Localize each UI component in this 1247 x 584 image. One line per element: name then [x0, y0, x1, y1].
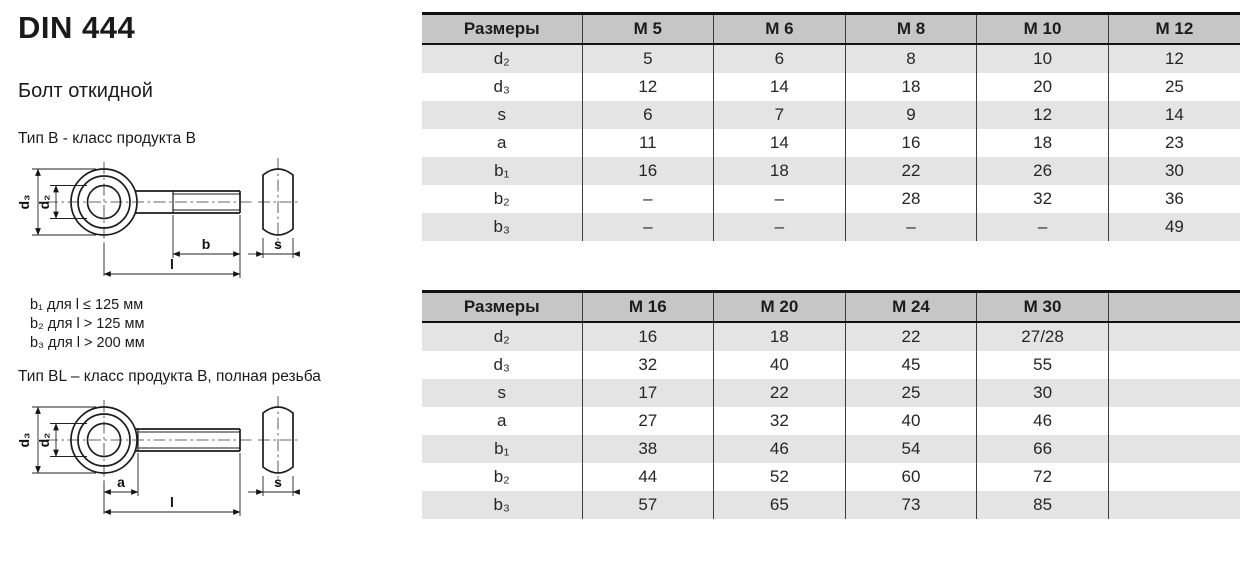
value-cell: 73	[845, 491, 977, 519]
row-label-cell: b₂	[493, 467, 510, 486]
table-row	[422, 129, 1240, 157]
header-cell-size	[1108, 292, 1240, 323]
table-header-row	[422, 292, 1240, 323]
value-cell: 25	[1108, 73, 1240, 101]
value-cell: 66	[977, 435, 1109, 463]
value-cell: 5	[582, 44, 714, 73]
row-label-cell: b₁	[494, 439, 510, 458]
dim-label-s: s	[274, 474, 282, 490]
row-label-cell: d₃	[493, 355, 510, 374]
thread-length-notes	[30, 296, 145, 353]
value-cell: 18	[714, 157, 846, 185]
row-label-cell: b₃	[493, 495, 510, 514]
value-cell: 65	[714, 491, 846, 519]
value-cell: 12	[1108, 44, 1240, 73]
value-cell: 16	[582, 322, 714, 351]
value-cell: 55	[977, 351, 1109, 379]
row-label-cell: d₃	[493, 77, 510, 96]
value-cell: –	[714, 185, 846, 213]
value-cell: –	[977, 213, 1109, 241]
value-cell: 12	[977, 101, 1109, 129]
value-cell: 12	[582, 73, 714, 101]
drawing-type-bl	[8, 392, 300, 520]
value-cell: 8	[845, 44, 977, 73]
table-row	[422, 322, 1240, 351]
header-cell-size: M 24	[845, 292, 977, 323]
table-row	[422, 379, 1240, 407]
table-row	[422, 463, 1240, 491]
value-cell: 30	[1108, 157, 1240, 185]
value-cell: 17	[582, 379, 714, 407]
header-cell-size: M 8	[845, 14, 977, 45]
header-cell-dimensions: Размеры	[422, 292, 582, 323]
row-label-cell: b₃	[493, 217, 510, 236]
value-cell	[1108, 322, 1240, 351]
value-cell: 18	[977, 129, 1109, 157]
value-cell: 44	[582, 463, 714, 491]
value-cell: 26	[977, 157, 1109, 185]
value-cell: 40	[845, 407, 977, 435]
value-cell: 32	[714, 407, 846, 435]
value-cell	[1108, 351, 1240, 379]
dim-label-d3: d₃	[16, 194, 32, 210]
product-name: Болт откидной	[18, 80, 153, 102]
value-cell: 18	[714, 322, 846, 351]
value-cell: 49	[1108, 213, 1240, 241]
value-cell: 46	[977, 407, 1109, 435]
dim-label-b: b	[201, 236, 211, 252]
header-cell-size: M 5	[582, 14, 714, 45]
header-cell-size: M 16	[582, 292, 714, 323]
spec-table-m16-m30	[422, 290, 1240, 519]
row-label-cell: s	[497, 383, 506, 402]
value-cell: 18	[845, 73, 977, 101]
row-label-cell: b₂	[493, 189, 510, 208]
value-cell: 30	[977, 379, 1109, 407]
value-cell: 25	[845, 379, 977, 407]
spec-table-m5-m12	[422, 12, 1240, 241]
value-cell: 54	[845, 435, 977, 463]
centerlines	[46, 396, 298, 486]
dim-label-d2: d₂	[36, 432, 52, 448]
value-cell: 52	[714, 463, 846, 491]
value-cell	[1108, 491, 1240, 519]
value-cell: 32	[582, 351, 714, 379]
value-cell: 11	[582, 129, 714, 157]
value-cell: 36	[1108, 185, 1240, 213]
table-row	[422, 73, 1240, 101]
dimension-lines	[32, 407, 240, 516]
value-cell: 38	[582, 435, 714, 463]
dim-label-a: a	[117, 474, 125, 490]
centerlines	[46, 158, 298, 248]
value-cell	[1108, 407, 1240, 435]
dim-label-d3: d₃	[16, 432, 32, 448]
value-cell: 46	[714, 435, 846, 463]
row-label-cell: d₂	[493, 49, 510, 68]
dim-label-l: l	[170, 256, 174, 272]
value-cell: 22	[845, 157, 977, 185]
value-cell: 14	[1108, 101, 1240, 129]
note-b3: b₃ для l > 200 мм	[30, 335, 145, 351]
header-cell-size: M 12	[1108, 14, 1240, 45]
note-b2: b₂ для l > 125 мм	[30, 316, 145, 332]
table-row	[422, 407, 1240, 435]
value-cell	[1108, 435, 1240, 463]
row-label-cell: s	[497, 105, 506, 124]
drawing-type-b	[8, 154, 300, 282]
row-label-cell: a	[497, 411, 507, 430]
value-cell: –	[845, 213, 977, 241]
type-bl-label: Тип BL – класс продукта B, полная резьба	[18, 368, 321, 385]
header-cell-dimensions: Размеры	[422, 14, 582, 45]
value-cell: –	[582, 185, 714, 213]
value-cell: 14	[714, 73, 846, 101]
value-cell: 14	[714, 129, 846, 157]
value-cell: 27	[582, 407, 714, 435]
value-cell: 9	[845, 101, 977, 129]
value-cell: 28	[845, 185, 977, 213]
value-cell: 20	[977, 73, 1109, 101]
value-cell: 6	[582, 101, 714, 129]
value-cell	[1108, 379, 1240, 407]
value-cell: 16	[845, 129, 977, 157]
type-b-label: Тип B - класс продукта B	[18, 130, 196, 147]
value-cell: –	[582, 213, 714, 241]
value-cell: 10	[977, 44, 1109, 73]
value-cell: 45	[845, 351, 977, 379]
dimension-lines	[32, 169, 240, 278]
header-cell-size: M 20	[714, 292, 846, 323]
dim-label-d2: d₂	[36, 194, 52, 210]
table-row	[422, 435, 1240, 463]
value-cell: 85	[977, 491, 1109, 519]
value-cell: 7	[714, 101, 846, 129]
value-cell: 60	[845, 463, 977, 491]
header-cell-size: M 6	[714, 14, 846, 45]
value-cell: –	[714, 213, 846, 241]
value-cell: 22	[845, 322, 977, 351]
table-row	[422, 213, 1240, 241]
table-row	[422, 101, 1240, 129]
dim-label-l: l	[170, 494, 174, 510]
row-label-cell: b₁	[494, 161, 510, 180]
value-cell: 57	[582, 491, 714, 519]
value-cell: 22	[714, 379, 846, 407]
value-cell: 40	[714, 351, 846, 379]
header-cell-size: M 10	[977, 14, 1109, 45]
value-cell: 72	[977, 463, 1109, 491]
row-label-cell: a	[497, 133, 507, 152]
table-header-row	[422, 14, 1240, 45]
value-cell: 23	[1108, 129, 1240, 157]
value-cell: 27/28	[977, 322, 1109, 351]
value-cell: 16	[582, 157, 714, 185]
header-cell-size: M 30	[977, 292, 1109, 323]
table-row	[422, 157, 1240, 185]
value-cell: 32	[977, 185, 1109, 213]
table-row	[422, 351, 1240, 379]
value-cell	[1108, 463, 1240, 491]
dim-label-s: s	[274, 236, 282, 252]
table-row	[422, 44, 1240, 73]
table-row	[422, 491, 1240, 519]
note-b1: b₁ для l ≤ 125 мм	[30, 297, 144, 313]
page-title: DIN 444	[18, 10, 136, 45]
table-row	[422, 185, 1240, 213]
row-label-cell: d₂	[493, 327, 510, 346]
value-cell: 6	[714, 44, 846, 73]
